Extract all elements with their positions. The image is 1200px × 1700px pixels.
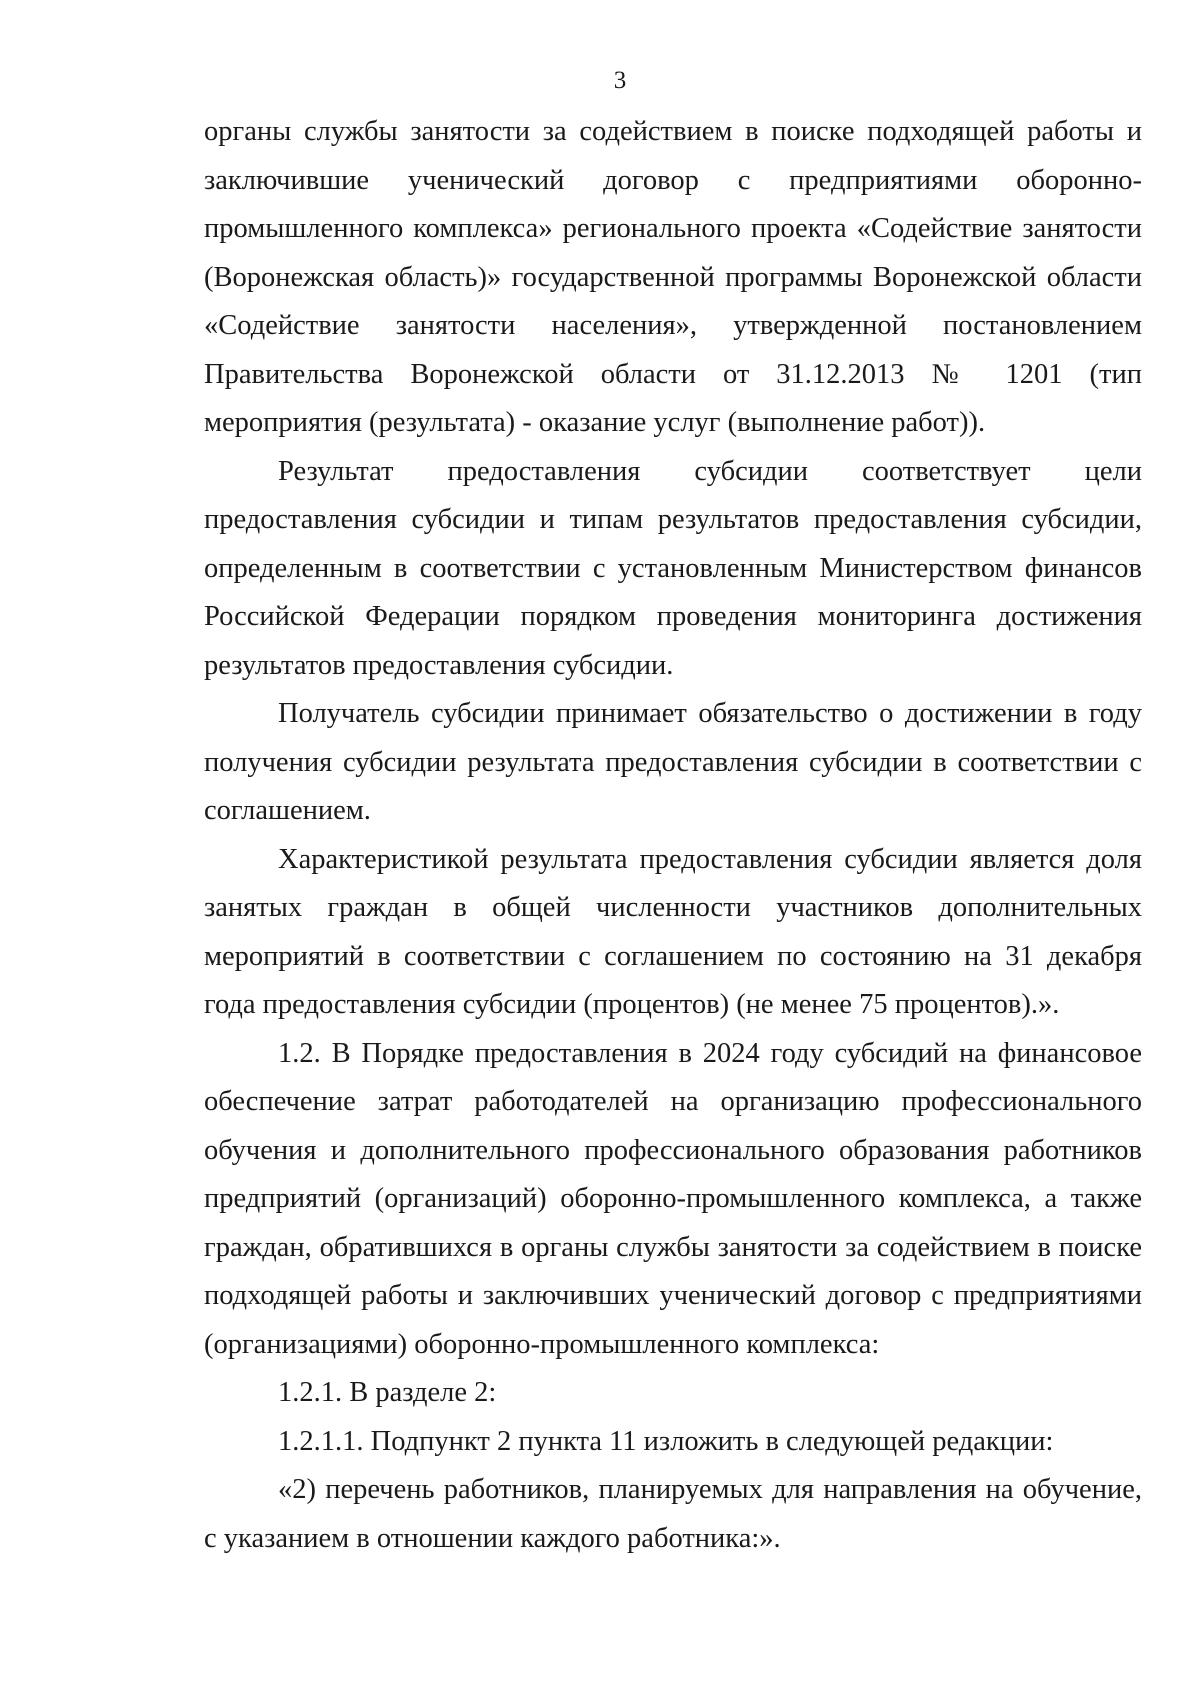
paragraph-result: Результат предоставления субсидии соответствует цели предоставления субсидии и типам результатов предоставления субсидии, определенным в соответствии с установленным Министерством финансов Российской Федерации порядком проведения мониторинга достижения результатов предоставления субсидии. [204, 455, 1142, 681]
paragraph-obligation: Получатель субсидии принимает обязательство о достижении в году получения субсидии результата предоставления субсидии в соответствии с соглашением. [204, 698, 1142, 826]
paragraph-section-1-2-1: 1.2.1. В разделе 2: [278, 1377, 497, 1408]
paragraph-quoted-item: «2) перечень работников, планируемых для направления на обучение, с указанием в отношении каждого работника:». [204, 1474, 1142, 1554]
paragraph-section-1-2: 1.2. В Порядке предоставления в 2024 году субсидий на финансовое обеспечение затрат работодателей на организацию профессионального обучения и дополнительного профессионального образования работников предприятий (организаций) оборонно-промышленного комплекса, а также граждан, обратившихся в органы службы занятости за содействием в поиске подходящей работы и заключивших ученический договор с предприятиями (организациями) оборонно-промышленного комплекса: [204, 1037, 1142, 1360]
document-body [204, 108, 1142, 1563]
paragraph-characteristic: Характеристикой результата предоставления субсидии является доля занятых граждан в общей численности участников дополнительных мероприятий в соответствии с соглашением по состоянию на 31 декабря года предоставления субсидии (процентов) (не менее 75 процентов).». [204, 843, 1142, 1020]
paragraph-continuation: органы службы занятости за содействием в поиске подходящей работы и заключившие ученический договор с предприятиями оборонно-промышленного комплекса» регионального проекта «Содействие занятости (Воронежская область)» государственной программы Воронежской области «Содействие занятости населения», утвержденной постановлением Правительства Воронежской области от 31.12.2013 № 1201 (тип мероприятия (результата) - оказание услуг (выполнение работ)). [204, 116, 1142, 438]
paragraph-section-1-2-1-1: 1.2.1.1. Подпункт 2 пункта 11 изложить в следующей редакции: [278, 1425, 1054, 1457]
page-number: 3 [613, 67, 627, 94]
